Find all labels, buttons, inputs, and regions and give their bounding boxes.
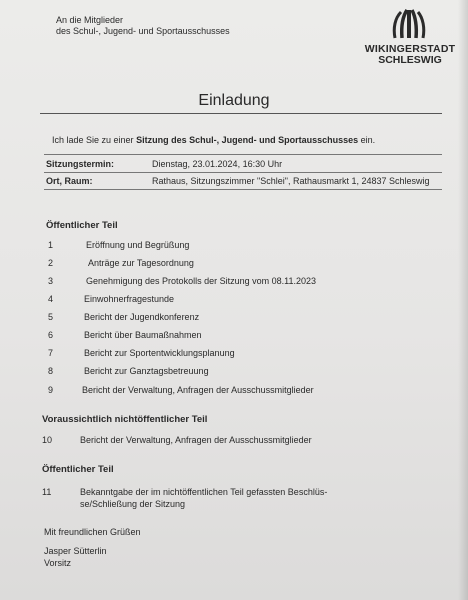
agenda-number: 3 bbox=[48, 276, 54, 286]
agenda-number: 9 bbox=[48, 385, 54, 395]
meeting-place-value: Rathaus, Sitzungszimmer "Schlei", Rathausmarkt 1, 24837 Schleswig bbox=[152, 176, 430, 186]
agenda-number: 2 bbox=[48, 258, 54, 268]
agenda-item: Bekanntgabe der im nichtöffentlichen Teil gefassten Beschlüs- bbox=[80, 487, 328, 497]
recipient-block bbox=[56, 15, 230, 37]
agenda-number: 6 bbox=[48, 330, 54, 340]
recipient-line: des Schul-, Jugend- und Sportausschusses bbox=[56, 26, 230, 36]
agenda-number: 4 bbox=[48, 294, 54, 304]
agenda-item: Genehmigung des Protokolls der Sitzung vom 08.11.2023 bbox=[86, 276, 316, 286]
section-heading: Öffentlicher Teil bbox=[42, 464, 114, 475]
meeting-place-label: Ort, Raum: bbox=[46, 176, 93, 186]
meeting-date-value: Dienstag, 23.01.2024, 16:30 Uhr bbox=[152, 159, 283, 169]
intro-text bbox=[52, 135, 375, 145]
page-title: Einladung bbox=[198, 92, 270, 109]
intro-suffix: ein. bbox=[360, 135, 376, 145]
section-heading: Voraussichtlich nichtöffentlicher Teil bbox=[42, 414, 208, 425]
city-logo bbox=[360, 8, 460, 66]
title-divider bbox=[40, 113, 442, 114]
agenda-number: 1 bbox=[48, 240, 54, 250]
agenda-item: Bericht der Verwaltung, Anfragen der Ausschussmitglieder bbox=[82, 385, 314, 395]
agenda-number: 5 bbox=[48, 312, 54, 322]
agenda-number: 11 bbox=[42, 487, 52, 497]
agenda-item-continued: se/Schließung der Sitzung bbox=[80, 499, 186, 509]
agenda-item: Einwohnerfragestunde bbox=[84, 294, 175, 304]
logo-text-bottom: SCHLESWIG bbox=[378, 54, 442, 66]
logo-text-top: WIKINGERSTADT bbox=[364, 43, 456, 55]
agenda-item: Eröffnung und Begrüßung bbox=[86, 240, 190, 250]
agenda-item: Bericht über Baumaßnahmen bbox=[84, 330, 202, 340]
agenda-number: 10 bbox=[42, 435, 53, 445]
agenda-item: Bericht der Jugendkonferenz bbox=[84, 312, 200, 322]
intro-committee: Sitzung des Schul-, Jugend- und Sportausschusses bbox=[136, 135, 359, 145]
agenda-item: Bericht zur Ganztagsbetreuung bbox=[84, 366, 209, 376]
intro-prefix: Ich lade Sie zu einer bbox=[52, 135, 134, 145]
meta-divider bbox=[44, 154, 442, 155]
meta-divider bbox=[44, 172, 442, 173]
agenda-item: Bericht zur Sportentwicklungsplanung bbox=[84, 348, 235, 358]
agenda-item: Bericht der Verwaltung, Anfragen der Ausschussmitglieder bbox=[80, 435, 312, 445]
section-heading: Öffentlicher Teil bbox=[46, 220, 118, 231]
closing-greeting: Mit freundlichen Grüßen bbox=[44, 527, 141, 537]
meeting-date-label: Sitzungstermin: bbox=[46, 159, 115, 169]
agenda-item: Anträge zur Tagesordnung bbox=[88, 258, 194, 268]
page-edge-shadow bbox=[458, 0, 468, 600]
agenda-number: 8 bbox=[48, 366, 54, 376]
city-emblem-icon bbox=[387, 8, 433, 42]
agenda-number: 7 bbox=[48, 348, 54, 358]
meta-divider bbox=[44, 189, 442, 190]
signer-role: Vorsitz bbox=[44, 558, 72, 568]
signer-name: Jasper Sütterlin bbox=[44, 546, 107, 556]
recipient-line: An die Mitglieder bbox=[56, 15, 124, 25]
